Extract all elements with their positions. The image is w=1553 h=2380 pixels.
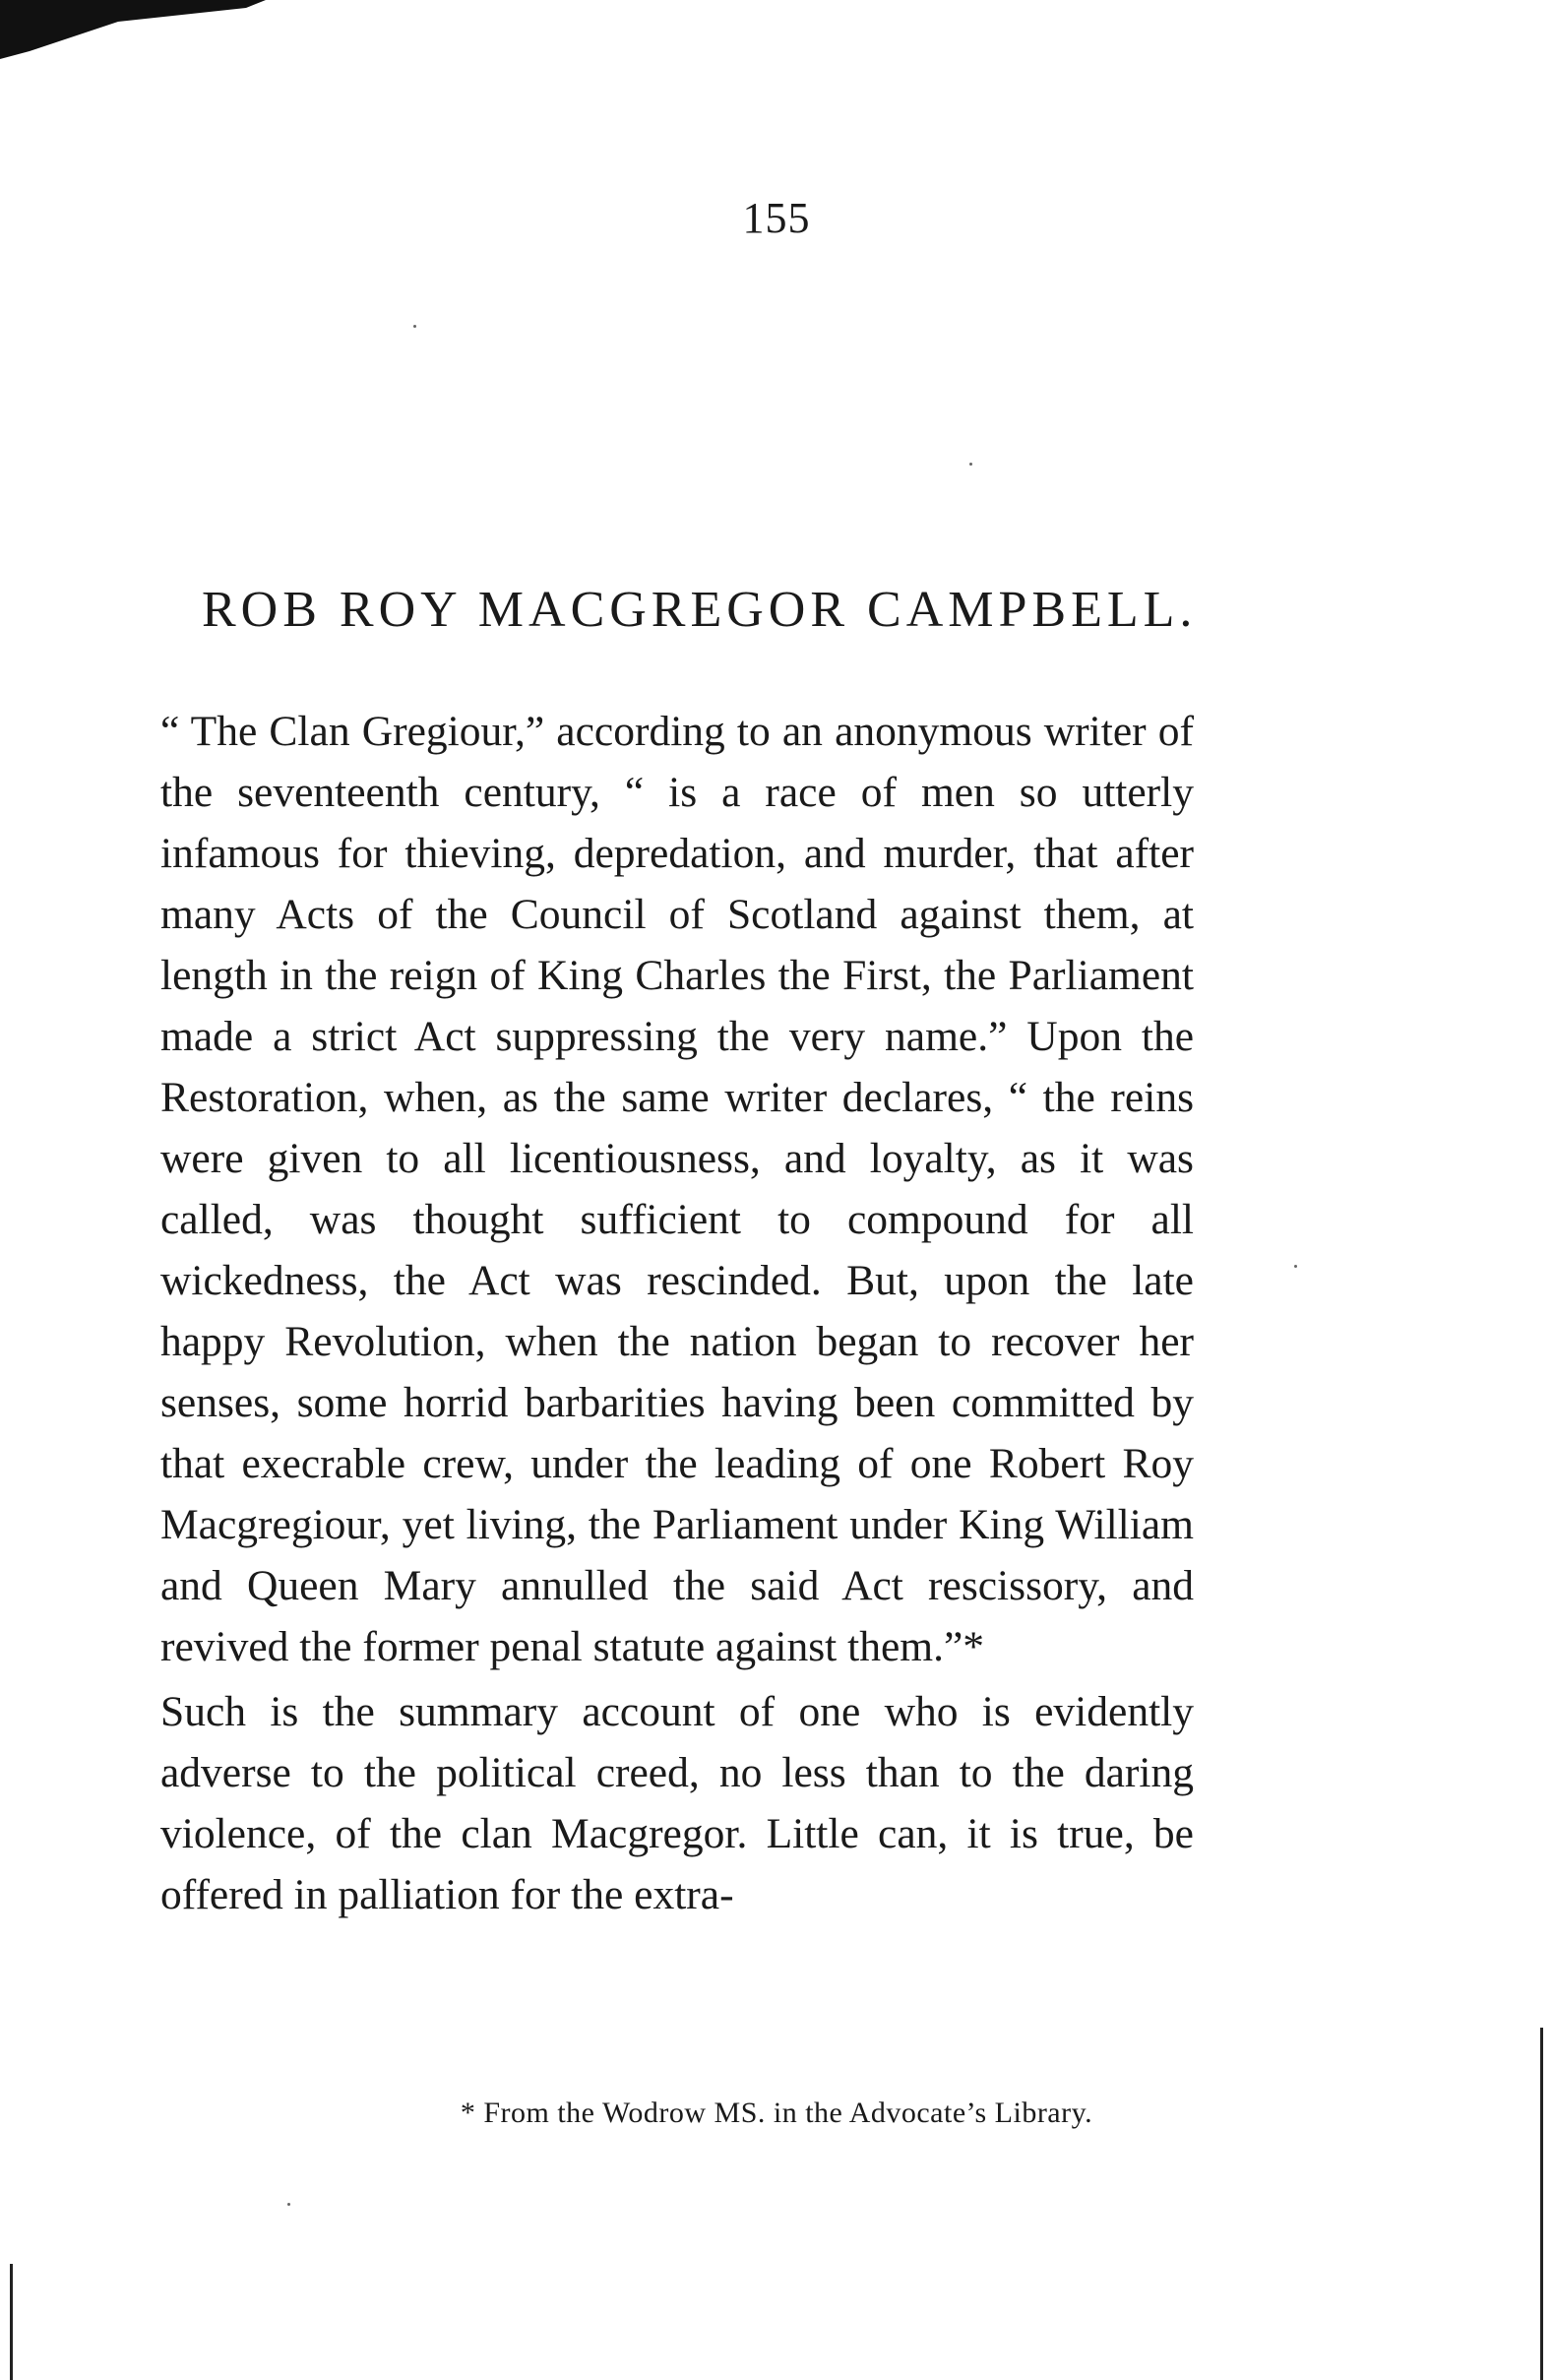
paragraph: Such is the summary account of one who is evidently adverse to the political creed, no less than to the daring violence, of the clan Macgregor. Little can, it is true, be offered in palliation for the extra-	[160, 1688, 1194, 1918]
scan-edge-line-right	[1540, 2028, 1543, 2380]
footnote: * From the Wodrow MS. in the Advocate’s Library.	[460, 2097, 1093, 2129]
scan-speck	[969, 463, 972, 466]
paragraph: “ The Clan Gregiour,” according to an anonymous writer of the seventeenth century, “ is a race of men so utterly infamous for thieving, depredation, and murder, that after many Acts of the Council of Scotland against them, at length in the reign of King Charles the First, the Parliament made a strict Act suppressing the very name.” Upon the Restoration, when, as the same writer declares, “ the reins were given to all licentiousness, and loyalty, as it was called, was thought sufficient to compound for all wickedness, the Act was rescinded. But, upon the late happy Revolution, when the nation began to recover her senses, some horrid barbarities having been committed by that execrable crew, under the leading of one Robert Roy Macgregiour, yet living, the Parliament under King William and Queen Mary annulled the said Act rescissory, and revived the former penal statute against them.”*	[160, 708, 1194, 1670]
page-number: 155	[742, 194, 811, 242]
scan-edge-line-left	[10, 2264, 13, 2380]
scan-speck	[413, 325, 416, 328]
body-text	[160, 701, 1194, 1925]
scan-edge-mark	[0, 0, 266, 59]
scan-speck	[1294, 1265, 1297, 1268]
scan-speck	[287, 2203, 290, 2206]
chapter-title: ROB ROY MACGREGOR CAMPBELL.	[202, 582, 1198, 638]
